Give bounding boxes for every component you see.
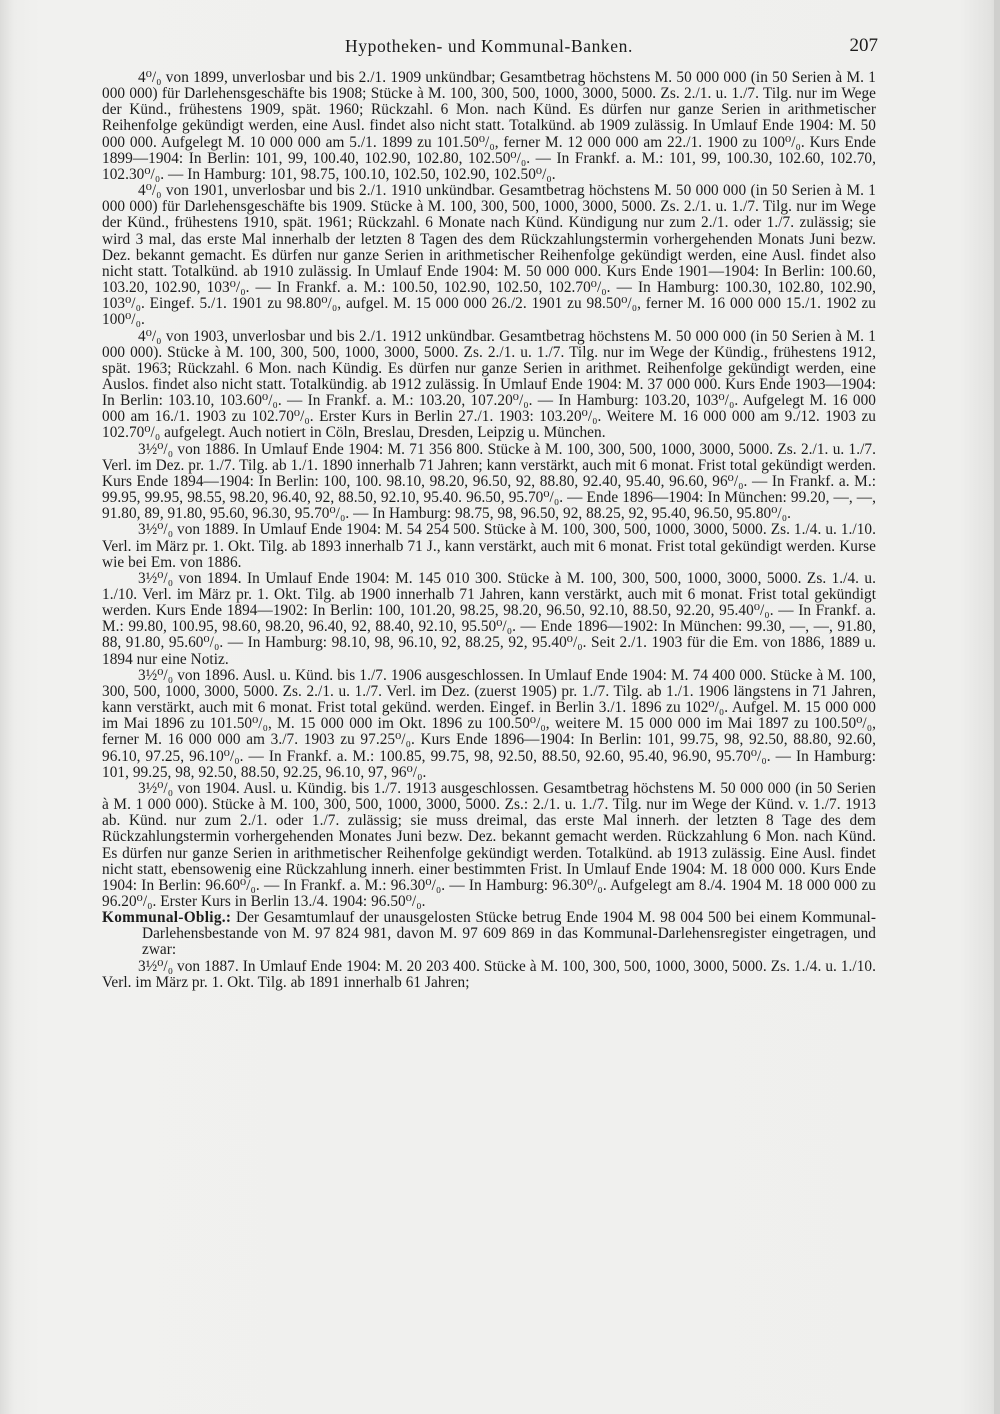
paragraph-kommunal-oblig: [102, 909, 876, 959]
paragraph-3-5pct-1894: 3½⁰/₀ von 1894. In Umlauf Ende 1904: M. 145 010 300. Stücke à M. 100, 300, 500, 1000, 3000, 5000. Zs. 1./4. u. 1./10. Verl. im März pr. 1. Okt. Tilg. ab 1900 innerhalb 71 Jahren, kann verstärkt, auch mit 6 monat. Frist total gekündigt werden. Kurs Ende 1894—1902: In Berlin: 100, 101.20, 98.25, 98.20, 96.50, 92.10, 88.50, 92.20, 95.40⁰/₀. — In Frankf. a. M.: 99.80, 100.95, 98.60, 98.20, 96.40, 92, 88.40, 92.10, 95.50⁰/₀. — Ende 1896—1902: In München: 99.30, —, —, 91.80, 88, 91.80, 95.60⁰/₀. — In Hamburg: 98.10, 98, 96.10, 92, 88.25, 92, 95.40⁰/₀. Seit 2./1. 1903 für die Em. von 1886, 1889 u. 1894 nur eine Notiz.: [102, 569, 876, 668]
paragraph-4pct-1903: 4⁰/₀ von 1903, unverlosbar und bis 2./1. 1912 unkündbar. Gesamtbetrag höchstens M. 50 000 000 (in 50 Serien à M. 1 000 000). Stücke à M. 100, 300, 500, 1000, 3000, 5000. Zs. 2./1. u. 1./7. Tilg. nur im Wege der Kündig., frühestens 1912, spät. 1963; Rückzahl. 6 Mon. nach Kündig. Es dürfen nur ganze Serien in arithmet. Reihenfolge gekündigt werden, eine Auslos. findet also nicht statt. Totalkündig. ab 1912 zulässig. In Umlauf Ende 1904: M. 37 000 000. Kurs Ende 1903—1904: In Berlin: 103.10, 103.60⁰/₀. — In Frankf. a. M.: 103.20, 107.20⁰/₀. — In Hamburg: 103.20, 103⁰/₀. Aufgelegt M. 16 000 000 am 16./1. 1903 zu 102.70⁰/₀. Erster Kurs in Berlin 27./1. 1903: 103.20⁰/₀. Weitere M. 16 000 000 am 9./12. 1903 zu 102.70⁰/₀ aufgelegt. Auch notiert in Cöln, Breslau, Dresden, Leipzig u. München.: [102, 327, 876, 442]
paragraph-3-5pct-1889: 3½⁰/₀ von 1889. In Umlauf Ende 1904: M. 54 254 500. Stücke à M. 100, 300, 500, 1000, 3000, 5000. Zs. 1./4. u. 1./10. Verl. im März pr. 1. Okt. Tilg. ab 1893 innerhalb 71 J., kann verstärkt, auch mit 6 monat. Frist total gekündigt werden. Kurse wie bei Em. von 1886.: [102, 521, 876, 571]
kommunal-text: Der Gesamtumlauf der unausgelosten Stücke betrug Ende 1904 M. 98 004 500 bei einem Kommunal-Darlehensbestande von M. 97 824 981, davon M. 97 609 869 in das Kommunal-Darlehensregister eingetragen, und zwar:: [142, 909, 876, 959]
page-header: [100, 36, 878, 62]
running-title: Hypotheken- und Kommunal-Banken.: [345, 36, 633, 56]
body-text: [102, 70, 876, 991]
paragraph-3-5pct-1886: 3½⁰/₀ von 1886. In Umlauf Ende 1904: M. 71 356 800. Stücke à M. 100, 300, 500, 1000, 3000, 5000. Zs. 2./1. u. 1./7. Verl. im Dez. pr. 1./7. Tilg. ab 1./1. 1890 innerhalb 71 Jahren; kann verstärkt, auch mit 6 monat. Frist total gekündigt werden. Kurs Ende 1894—1904: In Berlin: 100, 100. 98.10, 98.20, 96.50, 92, 88.80, 92.40, 95.40, 96.60, 96⁰/₀. — In Frankf. a. M.: 99.95, 99.95, 98.55, 98.20, 96.40, 92, 88.50, 92.10, 95.40. 96.50, 95.70⁰/₀. — Ende 1896—1904: In München: 99.20, —, —, 91.80, 89, 91.80, 95.60, 96.30, 95.70⁰/₀. — In Hamburg: 98.75, 98, 96.50, 92, 88.25, 92, 95.40, 96.50, 95.80⁰/₀.: [102, 440, 876, 523]
paragraph-3-5pct-1904: 3½⁰/₀ von 1904. Ausl. u. Kündig. bis 1./7. 1913 ausgeschlossen. Gesamtbetrag höchstens M. 50 000 000 (in 50 Serien à M. 1 000 000). Stücke à M. 100, 300, 500, 1000, 3000, 5000. Zs.: 2./1. u. 1./7. Tilg. nur im Wege der Künd. v. 1./7. 1913 ab. Künd. nur zum 2./1. oder 1./7. zulässig; sie muss dreimal, das erste Mal innerh. der letzten 8 Tage des dem Rückzahlungstermin vorhergehenden Monates Juni bezw. Dez. bekannt gemacht werden. Rückzahlung 6 Mon. nach Künd. Es dürfen nur ganze Serien in arithmetischer Reihenfolge gekündigt werden. Totalkünd. ab 1913 zulässig. Eine Ausl. findet nicht statt, ebensowenig eine Rückzahlung innerh. einer bestimmten Frist. In Umlauf Ende 1904: M. 18 000 000. Kurs Ende 1904: In Berlin: 96.60⁰/₀. — In Frankf. a. M.: 96.30⁰/₀. — In Hamburg: 96.30⁰/₀. Aufgelegt am 8./4. 1904 M. 18 000 000 zu 96.20⁰/₀. Erster Kurs in Berlin 13./4. 1904: 96.50⁰/₀.: [102, 779, 876, 910]
paragraph-4pct-1901: 4⁰/₀ von 1901, unverlosbar und bis 2./1. 1910 unkündbar. Gesamtbetrag höchstens M. 50 000 000 (in 50 Serien à M. 1 000 000) für Darlehensgeschäfte bis 1909. Stücke à M. 100, 300, 500, 1000, 3000, 5000. Zs. 2./1. u. 1./7. Tilg. nur im Wege der Künd., frühestens 1910, spät. 1961; Rückzahl. 6 Monate nach Künd. Kündigung nur zum 2./1. oder 1./7. zulässig; sie wird 3 mal, das erste Mal innerhalb der letzten 8 Tagen des dem Rückzahlungstermin vorhergehenden Monats Juni bezw. Dez. bekannt gemacht. Es dürfen nur ganze Serien in arithmetischer Reihenfolge gekündigt werden, eine Ausl. findet also nicht statt. Totalkünd. ab 1910 zulässig. In Umlauf Ende 1904: M. 50 000 000. Kurs Ende 1901—1904: In Berlin: 100.60, 103.20, 102.90, 103⁰/₀. — In Frankf. a. M.: 100.50, 102.90, 102.50, 102.70⁰/₀. — In Hamburg: 100.30, 102.80, 102.90, 103⁰/₀. Eingef. 5./1. 1901 zu 98.80⁰/₀, aufgel. M. 15 000 000 26./2. 1901 zu 98.50⁰/₀, ferner M. 16 000 000 15./1. 1902 zu 100⁰/₀.: [102, 182, 876, 329]
paragraph-4pct-1899: 4⁰/₀ von 1899, unverlosbar und bis 2./1. 1909 unkündbar; Gesamtbetrag höchstens M. 50 000 000 (in 50 Serien à M. 1 000 000) für Darlehensgeschäfte bis 1908; Stücke à M. 100, 300, 500, 1000, 3000, 5000. Zs. 2./1. u. 1./7. Tilg. nur im Wege der Künd., frühestens 1909, spät. 1960; Rückzahl. 6 Mon. nach Künd. Es dürfen nur ganze Serien in arithmetischer Reihenfolge gekündigt werden, eine Ausl. findet also nicht statt. Totalkünd. ab 1909 zulässig. In Umlauf Ende 1904: M. 50 000 000. Aufgelegt M. 10 000 000 am 5./1. 1899 zu 101.50⁰/₀, ferner M. 12 000 000 am 22./1. 1900 zu 100⁰/₀. Kurs Ende 1899—1904: In Berlin: 101, 99, 100.40, 102.90, 102.80, 102.50⁰/₀. — In Frankf. a. M.: 101, 99, 100.30, 102.60, 102.70, 102.30⁰/₀. — In Hamburg: 101, 98.75, 100.10, 102.50, 102.90, 102.50⁰/₀.: [102, 69, 876, 183]
page-number: 207: [849, 35, 878, 56]
paragraph-3-5pct-1896: 3½⁰/₀ von 1896. Ausl. u. Künd. bis 1./7. 1906 ausgeschlossen. In Umlauf Ende 1904: M. 74 400 000. Stücke à M. 100, 300, 500, 1000, 3000, 5000. Zs. 2./1. u. 1./7. Verl. im Dez. (zuerst 1905) pr. 1./7. Tilg. ab 1./1. 1906 längstens in 71 Jahren, kann verstärkt, auch mit 6 monat. Frist total gekünd. werden. Eingef. in Berlin 3./1. 1896 zu 102⁰/₀. Aufgel. M. 15 000 000 im Mai 1896 zu 101.50⁰/₀, M. 15 000 000 im Okt. 1896 zu 100.50⁰/₀, weitere M. 15 000 000 im Mai 1897 zu 100.50⁰/₀, ferner M. 16 000 000 am 3./7. 1903 zu 97.25⁰/₀. Kurs Ende 1896—1904: In Berlin: 101, 99.75, 98, 92.50, 88.80, 92.60, 96.10, 97.25, 96.10⁰/₀. — In Frankf. a. M.: 100.85, 99.75, 98, 92.50, 88.50, 92.60, 95.40, 96.90, 95.70⁰/₀. — In Hamburg: 101, 99.25, 98, 92.50, 88.50, 92.25, 96.10, 97, 96⁰/₀.: [102, 666, 876, 781]
page-edge-shadow: [994, 0, 1000, 1414]
section-heading-kommunal: Kommunal-Oblig.:: [102, 909, 232, 927]
paragraph-3-5pct-1887: 3½⁰/₀ von 1887. In Umlauf Ende 1904: M. 20 203 400. Stücke à M. 100, 300, 500, 1000, 3000, 5000. Zs. 1./4. u. 1./10. Verl. im März pr. 1. Okt. Tilg. ab 1891 innerhalb 61 Jahren;: [102, 957, 876, 991]
